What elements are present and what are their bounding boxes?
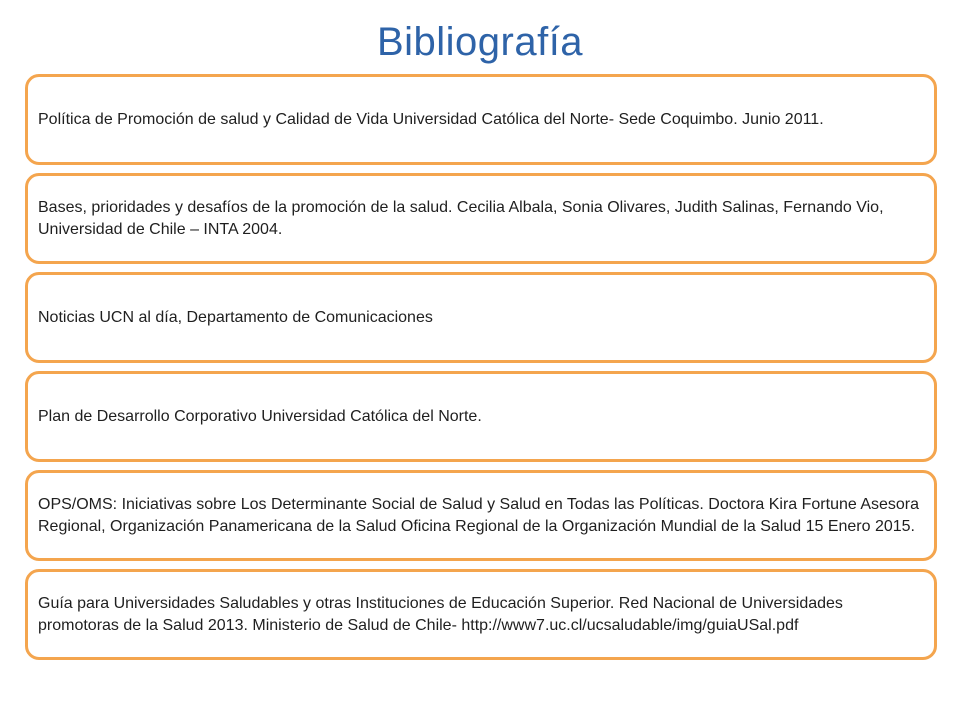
reference-box [25, 74, 937, 165]
reference-text: OPS/OMS: Iniciativas sobre Los Determinante Social de Salud y Salud en Todas las Políticas. Doctora Kira Fortune Asesora Regional, Organización Panamericana de la Salud Oficina Regional de la Organización Mundial de la Salud 15 Enero 2015. [38, 495, 920, 535]
reference-box [25, 272, 937, 363]
reference-text: Guía para Universidades Saludables y otras Instituciones de Educación Superior. Red Nacional de Universidades promotoras de la Salud 2013. Ministerio de Salud de Chile- http://www7.uc.cl/ucsaludable/img/guiaUSal.pdf [38, 594, 843, 634]
reference-text: Bases, prioridades y desafíos de la promoción de la salud. Cecilia Albala, Sonia Olivares, Judith Salinas, Fernando Vio, Universidad de Chile – INTA 2004. [38, 198, 884, 238]
slide-title: Bibliografía [376, 20, 584, 64]
reference-box [25, 470, 937, 561]
reference-box [25, 569, 937, 660]
reference-box [25, 173, 937, 264]
reference-text: Plan de Desarrollo Corporativo Universidad Católica del Norte. [38, 407, 482, 425]
reference-box [25, 371, 937, 462]
reference-text: Noticias UCN al día, Departamento de Comunicaciones [38, 308, 433, 326]
reference-text: Política de Promoción de salud y Calidad de Vida Universidad Católica del Norte- Sede Coquimbo. Junio 2011. [38, 110, 824, 128]
